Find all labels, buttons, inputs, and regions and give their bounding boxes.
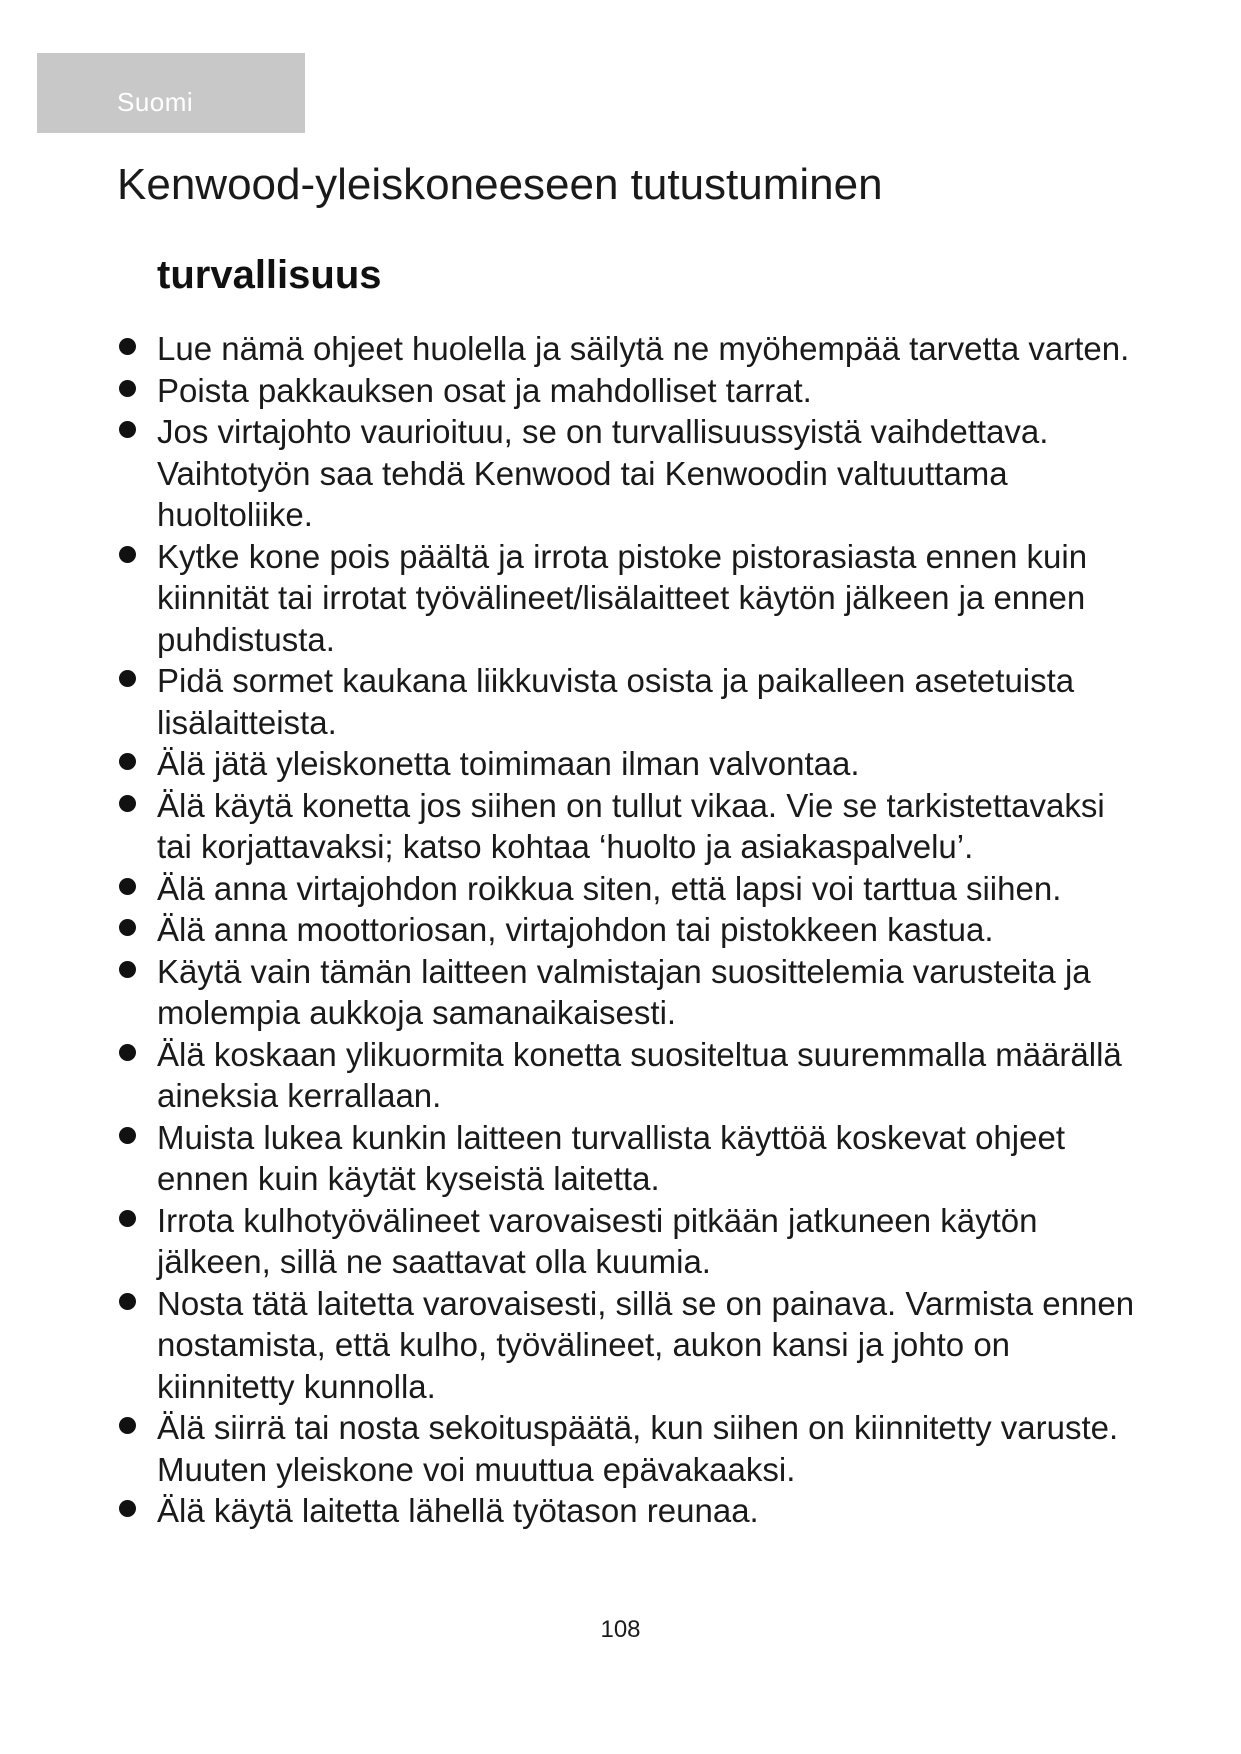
bullet-icon [119, 546, 136, 563]
list-item [157, 660, 1137, 743]
list-item-text: Älä jätä yleiskonetta toimimaan ilman valvontaa. [157, 745, 860, 782]
bullet-icon [119, 421, 136, 438]
language-tab [37, 53, 305, 133]
list-item [157, 868, 1137, 910]
list-item [157, 1034, 1137, 1117]
bullet-icon [119, 338, 136, 355]
list-item-text: Lue nämä ohjeet huolella ja säilytä ne myöhempää tarvetta varten. [157, 330, 1130, 367]
section-heading: turvallisuus [157, 253, 382, 297]
list-item [157, 909, 1137, 951]
list-item-text: Älä siirrä tai nosta sekoituspäätä, kun siihen on kiinnitetty varuste. Muuten yleiskone voi muuttua epävakaaksi. [157, 1409, 1119, 1488]
list-item-text: Jos virtajohto vaurioituu, se on turvallisuussyistä vaihdettava. Vaihtotyön saa tehdä Kenwood tai Kenwoodin valtuuttama huoltoliike. [157, 413, 1049, 533]
list-item [157, 536, 1137, 661]
list-item-text: Kytke kone pois päältä ja irrota pistoke pistorasiasta ennen kuin kiinnität tai irrotat työvälineet/lisälaitteet käytön jälkeen ja ennen puhdistusta. [157, 537, 1088, 658]
list-item [157, 785, 1137, 868]
bullet-icon [119, 1044, 136, 1061]
list-item-text: Käytä vain tämän laitteen valmistajan suosittelemia varusteita ja molempia aukkoja samanaikaisesti. [157, 952, 1091, 1031]
list-item [157, 1117, 1137, 1200]
bullet-icon [119, 380, 136, 397]
list-item-text: Pidä sormet kaukana liikkuvista osista ja paikalleen asetetuista lisälaitteista. [157, 662, 1075, 741]
list-item [157, 1490, 1137, 1532]
page-number: 108 [600, 1616, 641, 1643]
language-label: Suomi [117, 87, 194, 117]
bullet-icon [119, 795, 136, 812]
list-item [157, 370, 1137, 412]
list-item [157, 1283, 1137, 1408]
bullet-icon [119, 919, 136, 936]
page-title: Kenwood-yleiskoneeseen tutustuminen [117, 160, 883, 209]
list-item-text: Poista pakkauksen osat ja mahdolliset tarrat. [157, 371, 812, 409]
list-item-text: Älä koskaan ylikuormita konetta suositeltua suuremmalla määrällä aineksia kerrallaan. [157, 1035, 1122, 1114]
list-item-text: Älä käytä konetta jos siihen on tullut vikaa. Vie se tarkistettavaksi tai korjattavaksi; katso kohtaa ‘huolto ja asiakaspalvelu’. [157, 786, 1105, 865]
bullet-icon [119, 1500, 136, 1517]
bullet-icon [119, 1417, 136, 1434]
list-item [157, 743, 1137, 785]
list-item [157, 328, 1137, 370]
list-item [157, 951, 1137, 1034]
list-item-text: Nosta tätä laitetta varovaisesti, sillä se on painava. Varmista ennen nostamista, että kulho, työvälineet, aukon kansi ja johto on kiinnitetty kunnolla. [157, 1284, 1135, 1405]
list-item-text: Älä käytä laitetta lähellä työtason reunaa. [157, 1492, 759, 1529]
list-item [157, 411, 1137, 536]
list-item-text: Älä anna moottoriosan, virtajohdon tai pistokkeen kastua. [157, 911, 994, 948]
safety-list [157, 328, 1137, 1532]
list-item-text: Muista lukea kunkin laitteen turvallista käyttöä koskevat ohjeet ennen kuin käytät kyseistä laitetta. [157, 1118, 1065, 1197]
list-item-text: Irrota kulhotyövälineet varovaisesti pitkään jatkuneen käytön jälkeen, sillä ne saattavat olla kuumia. [157, 1201, 1038, 1280]
bullet-icon [119, 961, 136, 978]
list-item-text: Älä anna virtajohdon roikkua siten, että lapsi voi tarttua siihen. [157, 869, 1062, 907]
list-item [157, 1407, 1137, 1490]
bullet-icon [119, 1210, 136, 1227]
bullet-icon [119, 1127, 136, 1144]
list-item [157, 1200, 1137, 1283]
bullet-icon [119, 1293, 136, 1310]
bullet-icon [119, 753, 136, 770]
bullet-icon [119, 670, 136, 687]
bullet-icon [119, 878, 136, 895]
